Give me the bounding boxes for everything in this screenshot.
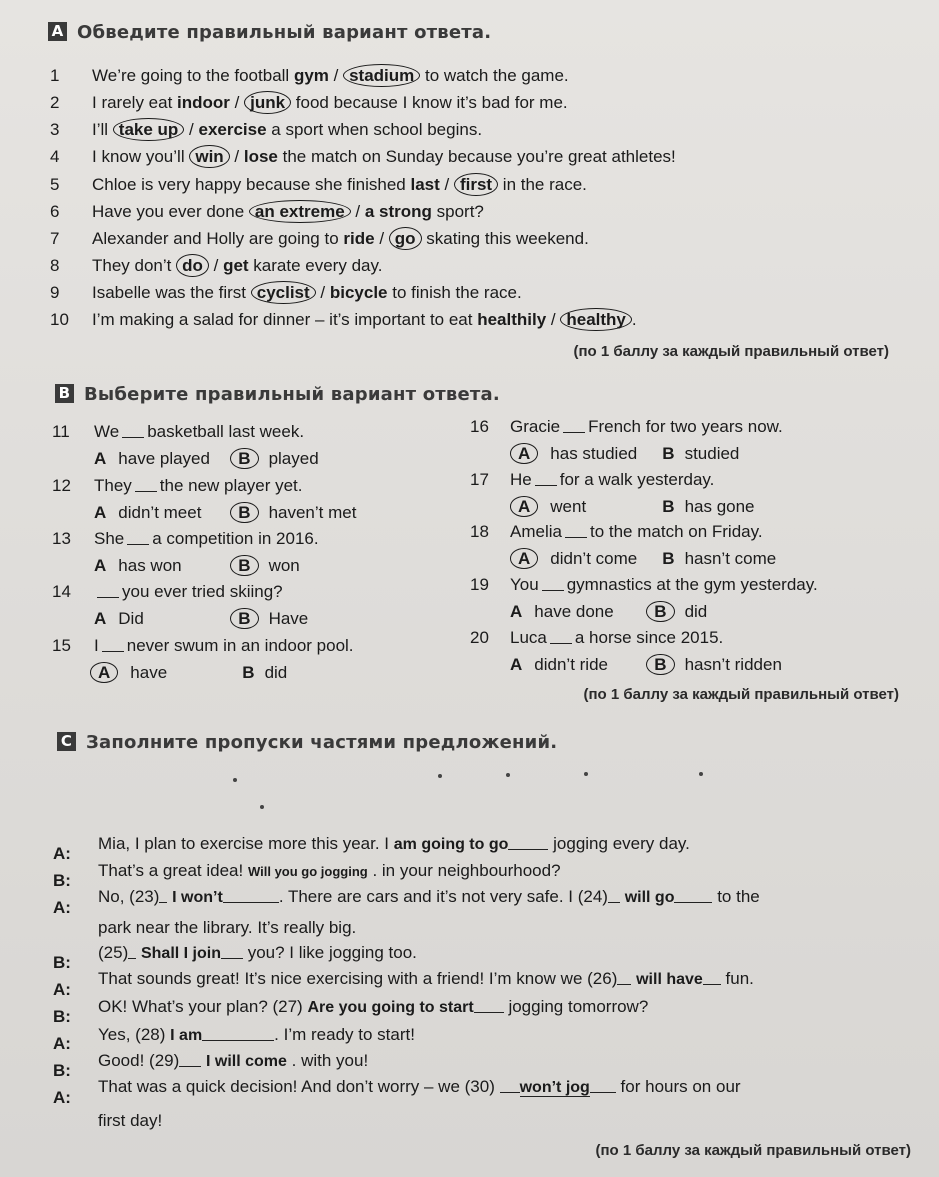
question-text: He bbox=[510, 470, 532, 489]
bullet-dot bbox=[233, 778, 237, 782]
erased-word-box bbox=[150, 765, 750, 825]
question-number: 12 bbox=[52, 476, 71, 495]
option-separator: / bbox=[546, 310, 561, 329]
speaker-b: B: bbox=[53, 953, 71, 972]
question-text-end: never swum in an indoor pool. bbox=[126, 636, 354, 655]
question-number: 20 bbox=[470, 628, 489, 647]
question-text-end: a sport when school begins. bbox=[266, 120, 483, 139]
answer-23-handwritten: I won’t bbox=[172, 889, 223, 906]
dialogue-line-9: Good! (29) I will come . with you! bbox=[98, 1051, 369, 1070]
speaker-b: B: bbox=[53, 1061, 71, 1080]
question-text-end: to watch the game. bbox=[420, 66, 569, 85]
dialogue-line-1: Mia, I plan to exercise more this year. I am going to go jogging every day. bbox=[98, 834, 690, 853]
question-text-end: sport? bbox=[431, 202, 484, 221]
question-text: They bbox=[94, 476, 132, 495]
question-text: Chloe is very happy because she finished bbox=[92, 175, 406, 194]
option-b[interactable]: hasn’t come bbox=[684, 549, 777, 568]
question-6 bbox=[50, 202, 484, 222]
question-text-end: for a walk yesterday. bbox=[559, 470, 715, 489]
answer-blank bbox=[122, 437, 144, 438]
answer-24-handwritten: will go bbox=[624, 889, 675, 906]
option-1[interactable]: gym bbox=[293, 66, 329, 85]
answer-blank bbox=[221, 958, 243, 959]
option-a[interactable]: didn’t ride bbox=[534, 655, 608, 674]
question-text: You bbox=[510, 575, 539, 594]
question-number: 15 bbox=[52, 636, 71, 655]
option-a-letter[interactable]: A bbox=[510, 496, 538, 517]
answer-26-handwritten: will have bbox=[636, 971, 703, 988]
option-a[interactable]: Did bbox=[118, 609, 144, 628]
option-b[interactable]: studied bbox=[684, 444, 740, 463]
question-number: 13 bbox=[52, 529, 71, 548]
option-1[interactable]: an extreme bbox=[249, 200, 351, 223]
answer-blank bbox=[703, 984, 721, 985]
answer-blank bbox=[127, 544, 149, 545]
question-7 bbox=[50, 229, 589, 249]
question-text: Gracie bbox=[510, 417, 561, 436]
question-14 bbox=[52, 582, 283, 602]
bullet-dot bbox=[584, 772, 588, 776]
question-text: They don’t bbox=[92, 256, 172, 275]
option-b[interactable]: won bbox=[268, 556, 300, 575]
question-text-end: the new player yet. bbox=[159, 476, 303, 495]
option-b[interactable]: haven’t met bbox=[268, 503, 357, 522]
answer-blank bbox=[508, 849, 548, 850]
section-c-score: (по 1 баллу за каждый правильный ответ) bbox=[595, 1142, 911, 1159]
option-a[interactable]: have played bbox=[118, 449, 210, 468]
question-9 bbox=[50, 283, 522, 303]
question-text-end: karate every day. bbox=[248, 256, 383, 275]
question-10 bbox=[50, 310, 637, 330]
option-a-letter[interactable]: A bbox=[510, 443, 538, 464]
option-a-letter[interactable]: A bbox=[510, 602, 523, 621]
section-a-title: Обведите правильный вариант ответа. bbox=[77, 22, 492, 43]
section-b-header bbox=[55, 384, 500, 405]
speaker-a: A: bbox=[53, 980, 71, 999]
section-a-letter: A bbox=[48, 22, 67, 41]
option-separator: / bbox=[229, 147, 244, 166]
question-text-end: to the match on Friday. bbox=[589, 522, 763, 541]
option-a[interactable]: didn’t meet bbox=[118, 503, 202, 522]
answer-30-handwritten: won’t jog bbox=[519, 1079, 590, 1096]
speaker-a: A: bbox=[53, 1088, 71, 1107]
option-a-letter[interactable]: A bbox=[94, 556, 107, 575]
question-number: 18 bbox=[470, 522, 489, 541]
question-text: We’re going to the football bbox=[92, 66, 290, 85]
answer-blank bbox=[542, 590, 564, 591]
question-2 bbox=[50, 93, 568, 113]
answer-blank bbox=[102, 651, 124, 652]
question-number: 6 bbox=[50, 202, 60, 221]
options-13 bbox=[94, 556, 300, 576]
option-b[interactable]: Have bbox=[268, 609, 309, 628]
options-11 bbox=[94, 449, 319, 469]
options-19 bbox=[510, 602, 707, 622]
question-17 bbox=[470, 470, 714, 490]
option-separator: / bbox=[184, 120, 199, 139]
option-2[interactable]: a strong bbox=[364, 202, 432, 221]
answer-25-handwritten: Shall I join bbox=[140, 945, 221, 962]
question-text-end: basketball last week. bbox=[147, 422, 305, 441]
option-a[interactable]: has won bbox=[118, 556, 182, 575]
option-separator: / bbox=[229, 93, 245, 112]
options-15 bbox=[90, 663, 287, 683]
question-20 bbox=[470, 628, 723, 648]
dialogue-line-5: (25) Shall I join you? I like jogging too. bbox=[98, 943, 417, 962]
answer-27-handwritten: Are you going to start bbox=[307, 999, 474, 1016]
option-2[interactable]: go bbox=[389, 227, 422, 250]
speaker-b: B: bbox=[53, 871, 71, 890]
answer-handwritten: Will you go jogging bbox=[247, 864, 368, 879]
section-b-score: (по 1 баллу за каждый правильный ответ) bbox=[583, 686, 899, 703]
question-text: I bbox=[94, 636, 99, 655]
bullet-dot bbox=[260, 805, 264, 809]
option-separator: / bbox=[208, 256, 224, 275]
option-1[interactable]: win bbox=[189, 145, 229, 168]
option-1[interactable]: do bbox=[176, 254, 209, 277]
question-number: 11 bbox=[52, 422, 70, 441]
dialogue-line-2: That’s a great idea! Will you go jogging . in your neighbourhood? bbox=[98, 861, 561, 880]
options-17 bbox=[510, 497, 755, 517]
question-text: I’m making a salad for dinner – it’s important to eat bbox=[92, 310, 473, 329]
option-separator: / bbox=[374, 229, 389, 248]
section-c-title: Заполните пропуски частями предложений. bbox=[86, 732, 558, 753]
question-number: 3 bbox=[50, 120, 60, 139]
question-text: Isabelle was the first bbox=[92, 283, 247, 302]
option-b-letter[interactable]: B bbox=[662, 444, 675, 463]
question-number: 14 bbox=[52, 582, 71, 601]
option-a-letter[interactable]: A bbox=[94, 609, 107, 628]
question-text: I know you’ll bbox=[92, 147, 185, 166]
section-a-header bbox=[48, 22, 491, 43]
options-18 bbox=[510, 549, 776, 569]
question-number: 4 bbox=[50, 147, 60, 166]
option-1[interactable]: indoor bbox=[177, 93, 230, 112]
question-number: 1 bbox=[50, 66, 60, 85]
answer-blank bbox=[135, 491, 157, 492]
option-b-letter[interactable]: B bbox=[230, 608, 258, 629]
answer-blank bbox=[223, 902, 279, 903]
option-b[interactable]: played bbox=[268, 449, 319, 468]
option-a[interactable]: didn’t come bbox=[550, 549, 638, 568]
option-b-letter[interactable]: B bbox=[242, 663, 255, 682]
answer-blank bbox=[202, 1040, 274, 1041]
answer-blank bbox=[535, 485, 557, 486]
question-number: 5 bbox=[50, 175, 60, 194]
option-2[interactable]: exercise bbox=[198, 120, 267, 139]
speaker-b: B: bbox=[53, 1007, 71, 1026]
option-2[interactable]: healthy bbox=[560, 308, 632, 331]
option-b-letter[interactable]: B bbox=[230, 555, 258, 576]
option-separator: / bbox=[328, 66, 344, 85]
answer-blank bbox=[550, 643, 572, 644]
options-14 bbox=[94, 609, 308, 629]
option-separator: / bbox=[350, 202, 365, 221]
answer-blank bbox=[474, 1012, 504, 1013]
question-text: Alexander and Holly are going to bbox=[92, 229, 339, 248]
question-text: Have you ever done bbox=[92, 202, 245, 221]
bullet-dot bbox=[506, 773, 510, 777]
dialogue-line-4: park near the library. It’s really big. bbox=[98, 918, 357, 937]
option-b[interactable]: did bbox=[684, 602, 708, 621]
option-a[interactable]: have bbox=[130, 663, 168, 682]
section-a-score: (по 1 баллу за каждый правильный ответ) bbox=[573, 343, 889, 360]
option-b[interactable]: did bbox=[264, 663, 288, 682]
question-text: I rarely eat bbox=[92, 93, 173, 112]
option-2[interactable]: stadium bbox=[343, 64, 420, 87]
option-1[interactable]: ride bbox=[343, 229, 375, 248]
option-2[interactable]: junk bbox=[244, 91, 291, 114]
question-4 bbox=[50, 147, 676, 167]
dialogue-line-6: That sounds great! It’s nice exercising with a friend! I’m know we (26) will have fun. bbox=[98, 969, 754, 988]
speaker-a: A: bbox=[53, 898, 71, 917]
answer-28-handwritten: I am bbox=[170, 1027, 203, 1044]
dialogue-line-8: Yes, (28) I am . I’m ready to start! bbox=[98, 1025, 415, 1044]
option-separator: / bbox=[315, 283, 330, 302]
question-5 bbox=[50, 175, 587, 195]
section-c-header bbox=[57, 732, 557, 753]
question-text-end: a horse since 2015. bbox=[574, 628, 724, 647]
section-b-title: Выберите правильный вариант ответа. bbox=[84, 384, 500, 405]
question-text: Amelia bbox=[510, 522, 562, 541]
question-text: I’ll bbox=[92, 120, 109, 139]
option-a-letter[interactable]: A bbox=[94, 503, 107, 522]
question-3 bbox=[50, 120, 482, 140]
option-b-letter[interactable]: B bbox=[646, 601, 674, 622]
option-a-letter[interactable]: A bbox=[94, 449, 107, 468]
question-number: 7 bbox=[50, 229, 60, 248]
dialogue-line-7: OK! What’s your plan? (27) Are you going to start jogging tomorrow? bbox=[98, 997, 649, 1016]
option-separator: / bbox=[439, 175, 454, 194]
answer-29-handwritten: I will come bbox=[206, 1053, 287, 1070]
dialogue-line-11: first day! bbox=[98, 1111, 163, 1130]
question-11 bbox=[52, 422, 304, 442]
question-text-end: gymnastics at the gym yesterday. bbox=[566, 575, 818, 594]
option-1[interactable]: last bbox=[410, 175, 440, 194]
option-b-letter[interactable]: B bbox=[230, 502, 258, 523]
option-2[interactable]: bicycle bbox=[329, 283, 388, 302]
option-2[interactable]: lose bbox=[243, 147, 278, 166]
option-b-letter[interactable]: B bbox=[662, 497, 675, 516]
option-a[interactable]: has studied bbox=[550, 444, 638, 463]
question-text: Luca bbox=[510, 628, 547, 647]
question-number: 8 bbox=[50, 256, 60, 275]
question-8 bbox=[50, 256, 382, 276]
question-number: 17 bbox=[470, 470, 489, 489]
option-2[interactable]: get bbox=[223, 256, 249, 275]
question-19 bbox=[470, 575, 818, 595]
question-text-end: to finish the race. bbox=[387, 283, 522, 302]
question-text: We bbox=[94, 422, 120, 441]
option-b-letter[interactable]: B bbox=[646, 654, 674, 675]
question-text: She bbox=[94, 529, 125, 548]
section-b-letter: B bbox=[55, 384, 74, 403]
question-16 bbox=[470, 417, 783, 437]
question-13 bbox=[52, 529, 319, 549]
options-12 bbox=[94, 503, 356, 523]
question-number: 9 bbox=[50, 283, 60, 302]
question-12 bbox=[52, 476, 303, 496]
section-c-letter: C bbox=[57, 732, 76, 751]
question-text-end: in the race. bbox=[498, 175, 587, 194]
dialogue-line-3: No, (23) I won’t . There are cars and it’s not very safe. I (24) will go to the bbox=[98, 887, 760, 906]
option-a[interactable]: have done bbox=[534, 602, 614, 621]
speaker-a: A: bbox=[53, 844, 71, 863]
answer-blank bbox=[674, 902, 712, 903]
answer-blank bbox=[563, 432, 585, 433]
question-number: 19 bbox=[470, 575, 489, 594]
option-1[interactable]: healthily bbox=[477, 310, 547, 329]
question-text-end: skating this weekend. bbox=[421, 229, 589, 248]
bullet-dot bbox=[699, 772, 703, 776]
option-a-letter[interactable]: A bbox=[90, 662, 118, 683]
question-text-end: the match on Sunday because you’re great athletes! bbox=[277, 147, 676, 166]
option-a-letter[interactable]: A bbox=[510, 655, 523, 674]
question-text-end: you ever tried skiing? bbox=[122, 582, 283, 601]
answer-blank bbox=[97, 597, 119, 598]
options-16 bbox=[510, 444, 739, 464]
option-1[interactable]: cyclist bbox=[251, 281, 316, 304]
question-18 bbox=[470, 522, 763, 542]
bullet-dot bbox=[438, 774, 442, 778]
speaker-a: A: bbox=[53, 1034, 71, 1053]
question-15 bbox=[52, 636, 354, 656]
option-a-letter[interactable]: A bbox=[510, 548, 538, 569]
answer-22-handwritten: am going to go bbox=[393, 836, 509, 853]
answer-blank bbox=[565, 537, 587, 538]
question-number: 16 bbox=[470, 417, 489, 436]
option-b-letter[interactable]: B bbox=[662, 549, 675, 568]
question-number: 10 bbox=[50, 310, 69, 329]
question-text-end: . bbox=[631, 310, 637, 329]
question-text-end: a competition in 2016. bbox=[152, 529, 319, 548]
dialogue-line-10: That was a quick decision! And don’t worry – we (30) won’t jog for hours on our bbox=[98, 1077, 741, 1096]
question-1 bbox=[50, 66, 569, 86]
option-2[interactable]: first bbox=[454, 173, 498, 196]
option-a[interactable]: went bbox=[550, 497, 587, 516]
options-20 bbox=[510, 655, 782, 675]
option-1[interactable]: take up bbox=[113, 118, 185, 141]
question-text-end: French for two years now. bbox=[588, 417, 783, 436]
option-b[interactable]: hasn’t ridden bbox=[684, 655, 782, 674]
option-b-letter[interactable]: B bbox=[230, 448, 258, 469]
question-number: 2 bbox=[50, 93, 60, 112]
option-b[interactable]: has gone bbox=[684, 497, 755, 516]
question-text-end: food because I know it’s bad for me. bbox=[291, 93, 568, 112]
